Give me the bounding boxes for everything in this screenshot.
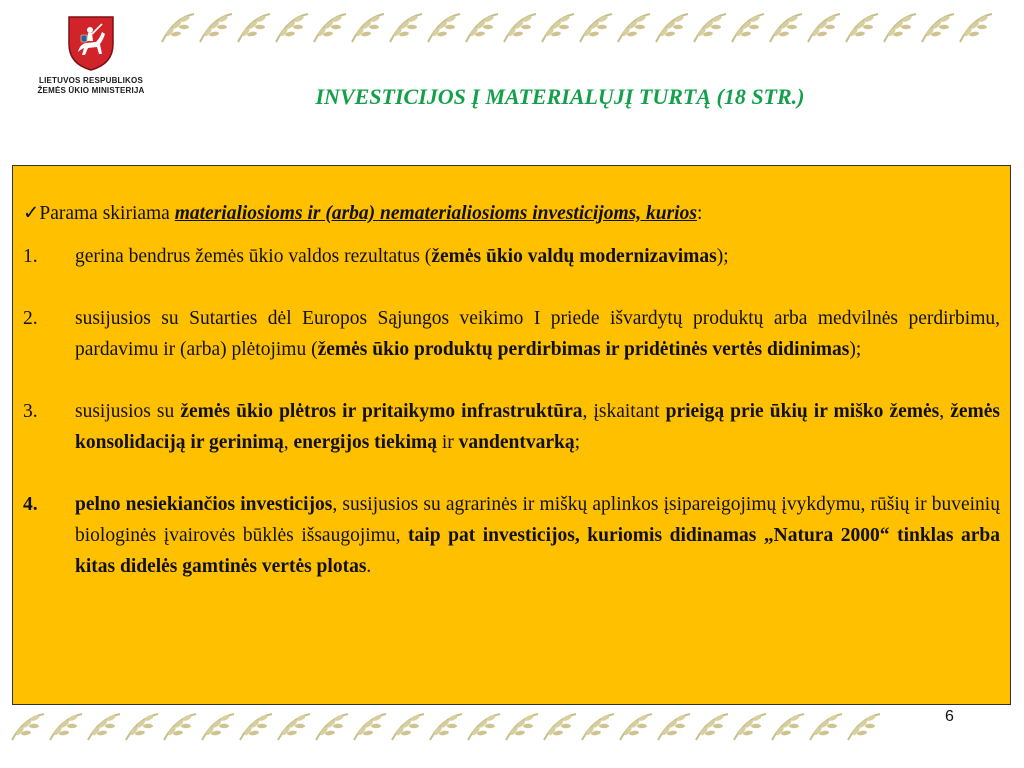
text-run: gerina bendrus žemės ūkio valdos rezultatus ( <box>75 246 432 267</box>
slide-title: INVESTICIJOS Į MATERIALŲJĮ TURTĄ (18 STR.) <box>315 84 805 109</box>
list-text <box>75 303 1000 365</box>
text-run: , įskaitant <box>582 401 666 422</box>
text-run: , susijusios su agrarinės ir miškų aplinkos įsipareigojimų įvykdymu, rūšių ir buveinių biologinės įvairovės būklės išsaugojimu, <box>75 494 1000 546</box>
list-item-2 <box>23 303 1000 365</box>
wheat-border-top <box>160 12 1020 46</box>
list-number: 1. <box>23 246 38 267</box>
content-box <box>12 165 1011 705</box>
list-text <box>75 396 1000 458</box>
intro-emphasis: materialiosioms ir (arba) nematerialiosioms investicijoms, kurios <box>174 203 697 224</box>
logo-line-2: ŽEMĖS ŪKIO MINISTERIJA <box>37 86 145 95</box>
text-run: ; <box>574 432 581 453</box>
text-run-bold: žemės ūkio produktų perdirbimas ir pridėtinės vertės didinimas <box>317 339 850 360</box>
ministry-logo <box>36 14 146 96</box>
intro-lead: Parama skiriama <box>39 203 175 224</box>
text-run-bold: energijos tiekimą <box>293 432 437 453</box>
list-number: 3. <box>23 401 38 422</box>
text-run: , <box>283 432 294 453</box>
check-icon: ✓ <box>23 203 40 224</box>
text-run-bold: žemės konsolidaciją ir gerinimą <box>75 401 1000 453</box>
text-run: ); <box>716 246 729 267</box>
text-run: susijusios su Sutarties dėl Europos Sąjungos veikimo I priede išvardytų produktų arba medvilnės perdirbimu, pardavimu ir (arba) plėtojimu ( <box>75 308 1000 360</box>
text-run-bold: prieigą prie ūkių ir miško žemės <box>665 401 940 422</box>
text-run-bold: žemės ūkio valdų modernizavimas <box>431 246 717 267</box>
logo-line-1: LIETUVOS RESPUBLIKOS <box>38 76 143 85</box>
text-run-bold: žemės ūkio plėtros ir pritaikymo infrastruktūra <box>180 401 583 422</box>
text-run: ); <box>849 339 862 360</box>
text-run-bold: vandentvarką <box>458 432 575 453</box>
list-item-1 <box>23 241 1000 272</box>
text-run: , <box>939 401 951 422</box>
text-run: susijusios su <box>75 401 181 422</box>
text-run: ir <box>437 432 459 453</box>
text-run: . <box>366 556 372 577</box>
list-number: 2. <box>23 308 38 329</box>
list-text <box>75 489 1000 582</box>
intro-tail: : <box>696 203 703 224</box>
list-text <box>75 241 1000 272</box>
text-run-bold: taip pat investicijos, kuriomis didinamas „Natura 2000“ tinklas arba kitas didelės gamtinės vertės plotas <box>75 525 1000 577</box>
coat-of-arms-icon <box>66 14 116 72</box>
text-run-bold: pelno nesiekiančios investicijos <box>75 494 333 515</box>
intro-paragraph <box>23 198 1000 229</box>
wheat-border-bottom <box>10 712 915 742</box>
list-number: 4. <box>23 494 38 515</box>
list-item-4 <box>23 489 1000 582</box>
list-item-3 <box>23 396 1000 458</box>
page-number: 6 <box>945 708 954 725</box>
